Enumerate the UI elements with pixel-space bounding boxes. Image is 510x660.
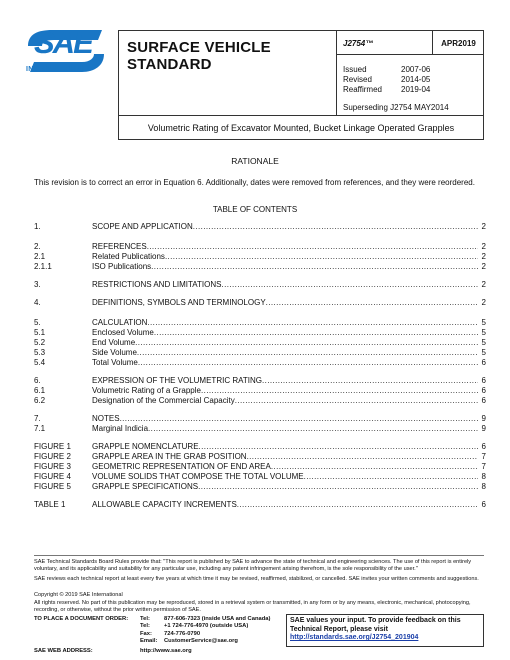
toc-entry-title: REFERENCES ..... xyxy=(92,242,478,252)
contact-value[interactable]: 724-776-0790 xyxy=(164,630,201,637)
toc-entry-page: 2 xyxy=(481,262,486,271)
order-label: TO PLACE A DOCUMENT ORDER: xyxy=(34,616,129,622)
toc-entry[interactable] xyxy=(34,414,486,424)
toc-entry[interactable] xyxy=(34,452,486,462)
toc-entry-title: RESTRICTIONS AND LIMITATIONS ..... xyxy=(92,280,478,290)
toc-entry-number: 2.1.1 xyxy=(34,262,52,271)
standard-title: SURFACE VEHICLE STANDARD xyxy=(127,39,271,73)
toc-entry-number: FIGURE 3 xyxy=(34,462,71,471)
toc-entry-title: DEFINITIONS, SYMBOLS AND TERMINOLOGY ..... xyxy=(92,298,478,308)
toc-entry-number: FIGURE 2 xyxy=(34,452,71,461)
toc-entry-page: 6 xyxy=(481,376,486,385)
rationale-body: This revision is to correct an error in Equation 6. Additionally, dates were removed from references, and they were reordered. xyxy=(34,178,475,187)
toc-entry-number: 3. xyxy=(34,280,41,289)
toc-entry-page: 2 xyxy=(481,298,486,307)
toc-entry[interactable] xyxy=(34,338,486,348)
toc-entry-page: 2 xyxy=(481,280,486,289)
toc-entry-page: 8 xyxy=(481,472,486,481)
document-subtitle: Volumetric Rating of Excavator Mounted, Bucket Linkage Operated Grapples xyxy=(118,116,484,140)
email-link[interactable]: CustomerService@sae.org xyxy=(164,638,238,645)
toc-entry-page: 8 xyxy=(481,482,486,491)
toc-entry[interactable] xyxy=(34,348,486,358)
toc-entry-title: End Volume ..... xyxy=(92,338,478,348)
toc-entry[interactable] xyxy=(34,222,486,232)
toc-entry[interactable] xyxy=(34,328,486,338)
toc-entry-title: GRAPPLE NOMENCLATURE ..... xyxy=(92,442,478,452)
doc-date: APR2019 xyxy=(433,31,484,55)
toc-entry-number: 6.1 xyxy=(34,386,46,395)
web-link[interactable]: http://www.sae.org xyxy=(140,648,192,654)
toc-entry-page: 6 xyxy=(481,500,486,509)
toc-entry-number: 7.1 xyxy=(34,424,46,433)
toc-entry-number: 4. xyxy=(34,298,41,307)
toc-entry[interactable] xyxy=(34,376,486,386)
toc-entry-title: SCOPE AND APPLICATION ..... xyxy=(92,222,478,232)
date-row: Issued 2007-06 xyxy=(343,65,431,74)
date-row: Revised 2014-05 xyxy=(343,75,431,84)
toc-entry[interactable] xyxy=(34,442,486,452)
toc-entry-page: 2 xyxy=(481,222,486,231)
toc-entry-number: 6. xyxy=(34,376,41,385)
toc-entry[interactable] xyxy=(34,298,486,308)
feedback-text: SAE values your input. To provide feedback on this Technical Report, please visit xyxy=(290,617,461,633)
logo-text: SAE xyxy=(34,25,92,60)
toc-entry-title: GRAPPLE AREA IN THE GRAB POSITION ..... xyxy=(92,452,478,462)
toc-entry-number: 7. xyxy=(34,414,41,423)
web-label: SAE WEB ADDRESS: xyxy=(34,648,93,654)
toc-entry-title: Volumetric Rating of a Grapple ..... xyxy=(92,386,478,396)
footer-review-note: SAE reviews each technical report at least every five years at which time it may be revised, reaffirmed, stabilized, or cancelled. SAE invites your written comments and suggestions. xyxy=(34,576,479,582)
toc-entry-title: Marginal Indicia ..... xyxy=(92,424,478,434)
toc-entry-page: 5 xyxy=(481,328,486,337)
date-list xyxy=(343,65,430,95)
rationale-heading: RATIONALE xyxy=(231,156,279,166)
footer-rights: All rights reserved. No part of this publication may be reproduced, stored in a retrieval system or transmitted, in any form or by any means, electronic, mechanical, photocopying, recording, or otherwise, without the prior written permission of SAE. xyxy=(34,600,471,613)
toc-entry-number: 5.1 xyxy=(34,328,46,337)
toc-entry-title: GEOMETRIC REPRESENTATION OF END AREA ..... xyxy=(92,462,478,472)
toc-entry-page: 2 xyxy=(481,252,486,261)
toc-entry[interactable] xyxy=(34,386,486,396)
toc-entry[interactable] xyxy=(34,242,486,252)
toc-entry[interactable] xyxy=(34,482,486,492)
toc-entry-page: 5 xyxy=(481,338,486,347)
toc-heading: TABLE OF CONTENTS xyxy=(212,205,298,214)
toc-entry-number: 2. xyxy=(34,242,41,251)
toc-entry-number: FIGURE 1 xyxy=(34,442,71,451)
toc-entry-number: 2.1 xyxy=(34,252,46,261)
toc-entry-title: Designation of the Commercial Capacity ..... xyxy=(92,396,478,406)
header-box xyxy=(118,30,484,116)
toc-entry-title: Side Volume ..... xyxy=(92,348,478,358)
toc-entry[interactable] xyxy=(34,318,486,328)
toc-entry-page: 9 xyxy=(481,424,486,433)
contact-label: Tel: xyxy=(140,623,150,630)
date-row: Reaffirmed 2019-04 xyxy=(343,85,431,94)
toc-entry-number: 5.2 xyxy=(34,338,46,347)
toc-entry[interactable] xyxy=(34,252,486,262)
toc-entry-number: 5.3 xyxy=(34,348,46,357)
toc-entry[interactable] xyxy=(34,280,486,290)
toc-entry-page: 6 xyxy=(481,396,486,405)
toc-entry-title: ALLOWABLE CAPACITY INCREMENTS ..... xyxy=(92,500,478,510)
toc-entry-number: TABLE 1 xyxy=(34,500,66,509)
toc-entry-page: 5 xyxy=(481,318,486,327)
toc-entry-title: ISO Publications ..... xyxy=(92,262,478,272)
toc-entry-page: 5 xyxy=(481,348,486,357)
toc-entry-title: VOLUME SOLIDS THAT COMPOSE THE TOTAL VOLUME ..... xyxy=(92,472,478,482)
toc-entry[interactable] xyxy=(34,262,486,272)
toc-entry-title: CALCULATION ..... xyxy=(92,318,478,328)
toc-entry-page: 2 xyxy=(481,242,486,251)
toc-entry[interactable] xyxy=(34,358,486,368)
toc-entry[interactable] xyxy=(34,500,486,510)
toc-entry-title: Enclosed Volume ..... xyxy=(92,328,478,338)
contact-label: Email: xyxy=(140,638,158,645)
toc-entry[interactable] xyxy=(34,462,486,472)
toc-entry-title: NOTES ..... xyxy=(92,414,478,424)
footer-rules-note: SAE Technical Standards Board Rules provide that: "This report is published by SAE to advance the state of technical and engineering sciences. The use of this report is entirely voluntary, and its applicability and suitability for any particular use, including any patent infringement arising therefrom, is the sole responsibility of the user." xyxy=(34,559,472,572)
contact-label: Tel: xyxy=(140,616,150,622)
footer-divider xyxy=(34,555,484,556)
toc-entry-number: 5.4 xyxy=(34,358,46,367)
feedback-link[interactable]: http://standards.sae.org/J2754_201904 xyxy=(290,634,419,641)
contact-value[interactable]: +1 724-776-4970 (outside USA) xyxy=(164,623,249,630)
superseding-note: Superseding J2754 MAY2014 xyxy=(343,103,449,112)
footer-copyright: Copyright © 2019 SAE International xyxy=(34,592,123,598)
toc-entry-title: Related Publications ..... xyxy=(92,252,478,262)
feedback-box xyxy=(286,614,484,647)
doc-id: J2754™ xyxy=(337,31,433,55)
toc-entry-number: 6.2 xyxy=(34,396,46,405)
toc-entry-title: GRAPPLE SPECIFICATIONS ..... xyxy=(92,482,478,492)
toc-entry-page: 6 xyxy=(481,386,486,395)
toc-entry-number: FIGURE 5 xyxy=(34,482,71,491)
toc-entry-number: 1. xyxy=(34,222,41,231)
toc-entry-page: 6 xyxy=(481,358,486,367)
toc-entry[interactable] xyxy=(34,424,486,434)
toc-entry[interactable] xyxy=(34,472,486,482)
logo-subtext: INTERNATIONAL® xyxy=(26,66,93,73)
toc-entry-title: EXPRESSION OF THE VOLUMETRIC RATING ..... xyxy=(92,376,478,386)
toc-entry-number: FIGURE 4 xyxy=(34,472,71,481)
contact-label: Fax: xyxy=(140,630,152,637)
standard-title-cell xyxy=(119,31,337,115)
toc-entry-page: 6 xyxy=(481,442,486,451)
toc-entry-number: 5. xyxy=(34,318,41,327)
toc-entry-page: 9 xyxy=(481,414,486,423)
toc-entry-title: Total Volume ..... xyxy=(92,358,478,368)
toc-entry[interactable] xyxy=(34,396,486,406)
contact-value[interactable]: 877-606-7323 (inside USA and Canada) xyxy=(164,616,271,622)
toc-entry-page: 7 xyxy=(481,462,486,471)
toc-entry-page: 7 xyxy=(481,452,486,461)
